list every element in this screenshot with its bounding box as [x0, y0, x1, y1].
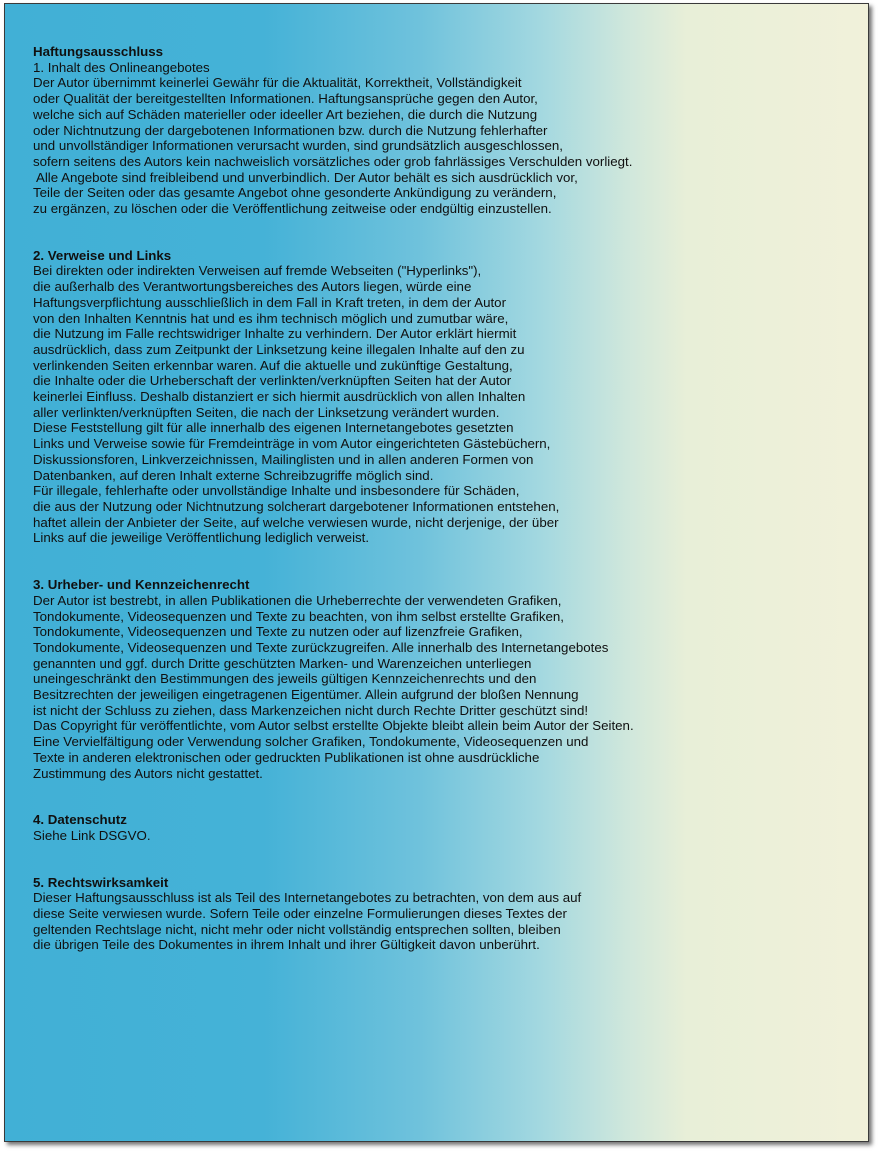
disclaimer-section: [33, 577, 833, 781]
section-text-line: Dieser Haftungsausschluss ist als Teil des Internetangebotes zu betrachten, von dem aus auf: [33, 890, 582, 906]
section-text-line: Tondokumente, Videosequenzen und Texte zurückzugreifen. Alle innerhalb des Internetangebotes: [33, 639, 609, 655]
section-text-line: Datenbanken, auf deren Inhalt externe Schreibzugriffe möglich sind.: [33, 467, 434, 483]
section-text-line: Der Autor ist bestrebt, in allen Publikationen die Urheberrechte der verwendeten Grafiken,: [33, 592, 562, 608]
section-text-line: Diese Feststellung gilt für alle innerhalb des eigenen Internetangebotes gesetzten: [33, 420, 514, 436]
section-text-line: verlinkenden Seiten erkennbar waren. Auf die aktuelle und zukünftige Gestaltung,: [33, 357, 513, 373]
section-text-line: die Nutzung im Falle rechtswidriger Inhalte zu verhindern. Der Autor erklärt hiermit: [33, 326, 517, 342]
section-text-line: die Inhalte oder die Urheberschaft der verlinkten/verknüpften Seiten hat der Autor: [33, 373, 512, 389]
section-text-line: uneingeschränkt den Bestimmungen des jeweils gültigen Kennzeichenrechts und den: [33, 671, 537, 687]
section-text-line: die aus der Nutzung oder Nichtnutzung solcherart dargebotener Informationen entstehen,: [33, 498, 560, 514]
disclaimer-section: [33, 812, 833, 843]
section-text-line: Das Copyright für veröffentlichte, vom Autor selbst erstellte Objekte bleibt allein beim Autor der Seiten.: [33, 718, 634, 734]
section-heading: Haftungsausschluss: [33, 44, 164, 59]
section-text-line: Zustimmung des Autors nicht gestattet.: [33, 765, 263, 781]
section-text-line: 1. Inhalt des Onlineangebotes: [33, 59, 210, 75]
section-text-line: Für illegale, fehlerhafte oder unvollständige Inhalte und insbesondere für Schäden,: [33, 483, 520, 499]
section-text-line: oder Qualität der bereitgestellten Informationen. Haftungsansprüche gegen den Autor,: [33, 91, 538, 107]
section-text-line: zu ergänzen, zu löschen oder die Veröffentlichung zeitweise oder endgültig einzustellen.: [33, 201, 552, 217]
section-text-line: welche sich auf Schäden materieller oder ideeller Art beziehen, die durch die Nutzung: [33, 106, 538, 122]
section-text-line: Bei direkten oder indirekten Verweisen auf fremde Webseiten ("Hyperlinks"),: [33, 263, 482, 279]
section-text-line: geltenden Rechtslage nicht, nicht mehr oder nicht vollständig entsprechen sollten, bleiben: [33, 921, 561, 937]
section-text-line: Texte in anderen elektronischen oder gedruckten Publikationen ist ohne ausdrückliche: [33, 749, 540, 765]
section-heading: 3. Urheber- und Kennzeichenrecht: [33, 577, 250, 593]
section-text-line: oder Nichtnutzung der dargebotenen Informationen bzw. durch die Nutzung fehlerhafter: [33, 122, 548, 138]
section-text-line: von den Inhalten Kenntnis hat und es ihm technisch möglich und zumutbar wäre,: [33, 310, 509, 326]
section-text-line: aller verlinkten/verknüpften Seiten, die nach der Linksetzung verändert wurden.: [33, 404, 500, 420]
section-text-line: ausdrücklich, dass zum Zeitpunkt der Linksetzung keine illegalen Inhalte auf den zu: [33, 341, 525, 357]
section-text-line: Diskussionsforen, Linkverzeichnissen, Mailinglisten und in allen anderen Formen von: [33, 451, 534, 467]
section-text-line: sofern seitens des Autors kein nachweislich vorsätzliches oder grob fahrlässiges Verschulden vorliegt.: [33, 153, 633, 169]
section-text-line: Links und Verweise sowie für Fremdeinträge in vom Autor eingerichteten Gästebüchern,: [33, 436, 551, 452]
section-text-line: ist nicht der Schluss zu ziehen, dass Markenzeichen nicht durch Rechte Dritter geschützt sind!: [33, 702, 589, 718]
section-text-line: die außerhalb des Verantwortungsbereiches des Autors liegen, würde eine: [33, 279, 472, 295]
section-text-line: Tondokumente, Videosequenzen und Texte zu beachten, von ihm selbst erstellte Grafiken,: [33, 608, 564, 624]
disclaimer-content: [33, 44, 833, 953]
section-text-line: die übrigen Teile des Dokumentes in ihrem Inhalt und ihrer Gültigkeit davon unberührt.: [33, 937, 540, 953]
section-text-line: haftet allein der Anbieter der Seite, auf welche verwiesen wurde, nicht derjenige, der über: [33, 514, 559, 530]
disclaimer-panel: [4, 3, 869, 1142]
section-heading: 5. Rechtswirksamkeit: [33, 874, 169, 890]
section-text-line: Eine Vervielfältigung oder Verwendung solcher Grafiken, Tondokumente, Videosequenzen und: [33, 734, 589, 750]
section-text-line: diese Seite verwiesen wurde. Sofern Teile oder einzelne Formulierungen dieses Textes der: [33, 906, 567, 922]
section-text-line: Alle Angebote sind freibleibend und unverbindlich. Der Autor behält es sich ausdrücklich vor,: [33, 169, 578, 185]
section-heading: 2. Verweise und Links: [33, 247, 172, 263]
section-text-line: keinerlei Einfluss. Deshalb distanziert er sich hiermit ausdrücklich von allen Inhalten: [33, 389, 526, 405]
disclaimer-section: [33, 44, 833, 217]
section-text-line: Der Autor übernimmt keinerlei Gewähr für die Aktualität, Korrektheit, Vollständigkeit: [33, 75, 522, 91]
disclaimer-section: [33, 248, 833, 546]
section-text-line: Teile der Seiten oder das gesamte Angebot ohne gesonderte Ankündigung zu verändern,: [33, 185, 557, 201]
section-text-line: Siehe Link DSGVO.: [33, 827, 151, 843]
section-text-line: Links auf die jeweilige Veröffentlichung lediglich verweist.: [33, 530, 370, 546]
section-text-line: Tondokumente, Videosequenzen und Texte zu nutzen oder auf lizenzfreie Grafiken,: [33, 624, 523, 640]
section-heading: 4. Datenschutz: [33, 812, 127, 828]
section-text-line: Haftungsverpflichtung ausschließlich in dem Fall in Kraft treten, in dem der Autor: [33, 294, 507, 310]
disclaimer-section: [33, 875, 833, 954]
section-text-line: Besitzrechten der jeweiligen eingetragenen Eigentümer. Allein aufgrund der bloßen Nennung: [33, 687, 579, 703]
section-text-line: genannten und ggf. durch Dritte geschützten Marken- und Warenzeichen unterliegen: [33, 655, 532, 671]
section-text-line: und unvollständiger Informationen verursacht wurden, sind grundsätzlich ausgeschlossen,: [33, 138, 563, 154]
